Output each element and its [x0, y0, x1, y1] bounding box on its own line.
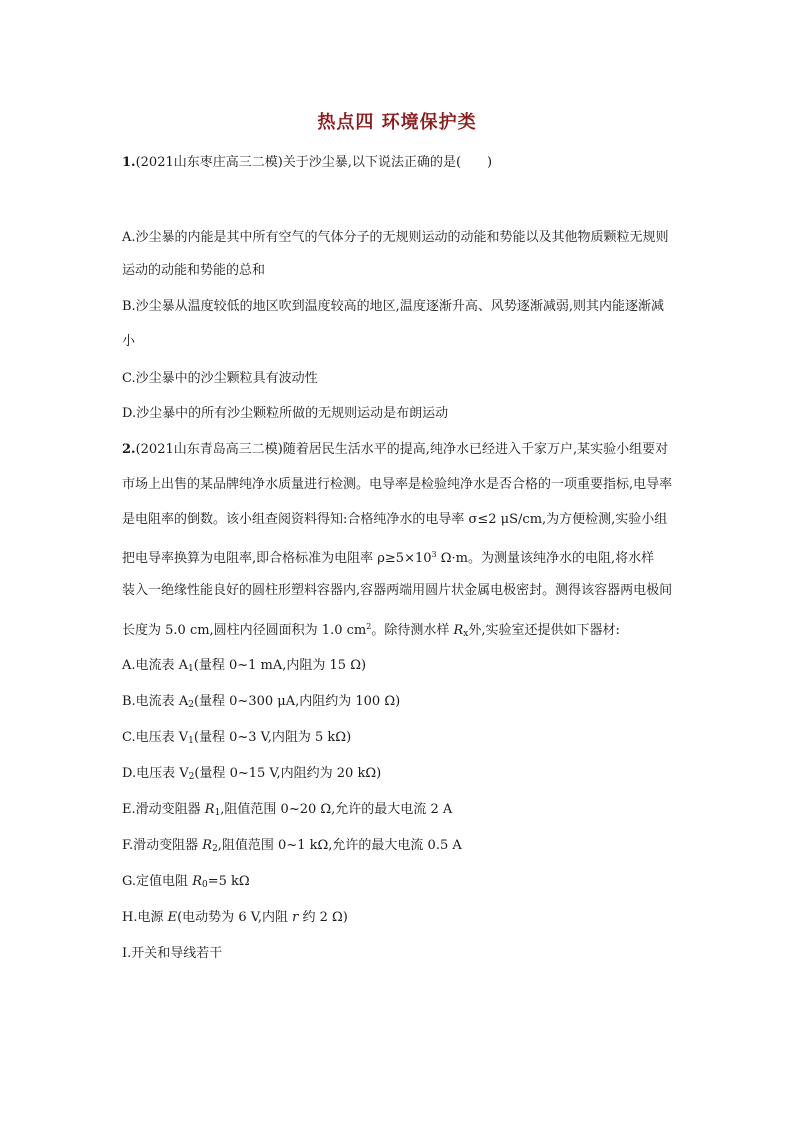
q2-item-e-post: ,阻值范围 0~20 Ω,允许的最大电流 2 A [220, 802, 453, 817]
q2-number: 2. [122, 442, 136, 457]
q2-item-c-post: (量程 0~3 V,内阻为 5 kΩ) [193, 730, 352, 745]
q2-item-b-pre: B.电流表 A [122, 694, 189, 709]
q2-item-f-sub: 2 [212, 844, 218, 854]
q2-item-b-sub: 2 [188, 700, 194, 710]
q2-item-c-pre: C.电压表 V [122, 730, 189, 745]
q2-item-a-post: (量程 0~1 mA,内阻为 15 Ω) [193, 658, 367, 673]
q1-option-c: C.沙尘暴中的沙尘颗粒具有波动性 [122, 371, 318, 386]
q2-line6-var: R [453, 623, 464, 638]
q2-item-d-sub: 2 [188, 772, 195, 782]
page-title: 热点四 环境保护类 [317, 112, 477, 133]
q2-item-a [122, 657, 366, 678]
q1-number: 1. [122, 155, 136, 170]
q2-item-e [122, 801, 452, 822]
q2-item-f-var: R [202, 838, 213, 853]
q2-item-h-post: 约 2 Ω) [298, 910, 348, 925]
q2-item-i: I.开关和导线若干 [122, 946, 223, 961]
q2-item-e-var: R [204, 802, 215, 817]
q2-item-g-sub: 0 [201, 880, 208, 890]
q1-stem-text: (2021山东枣庄高三二模)关于沙尘暴,以下说法正确的是( ) [135, 155, 493, 170]
q2-item-h-mid: (电动势为 6 V,内阻 [177, 910, 293, 925]
q2-item-e-pre: E.滑动变阻器 [122, 802, 205, 817]
q2-line4-part1: 把电导率换算为电阻率,即合格标准为电阻率 ρ≥5×10 [122, 551, 432, 566]
q2-item-a-sub: 1 [188, 664, 194, 674]
q2-line4-part2: Ω·m。为测量该纯净水的电阻,将水样 [436, 551, 655, 566]
q1-option-b-line2: 小 [122, 334, 136, 349]
q2-item-b-post: (量程 0~300 μA,内阻约为 100 Ω) [193, 694, 401, 709]
q1-option-a-line2: 运动的动能和势能的总和 [122, 263, 266, 278]
q2-item-d-pre: D.电压表 V [122, 766, 189, 781]
q1-stem [122, 154, 492, 172]
q1-option-b-line1: B.沙尘暴从温度较低的地区吹到温度较高的地区,温度逐渐升高、风势逐渐减弱,则其内能逐渐减 [122, 299, 664, 314]
q2-item-h-pre: H.电源 [122, 910, 168, 925]
q2-item-f-pre: F.滑动变阻器 [122, 838, 203, 853]
q2-line6-var-sub: x [463, 629, 469, 639]
q2-item-a-pre: A.电流表 A [122, 658, 189, 673]
q1-option-d: D.沙尘暴中的所有沙尘颗粒所做的无规则运动是布朗运动 [122, 406, 449, 421]
q2-line4 [122, 546, 654, 568]
q2-item-f [122, 837, 462, 858]
q2-item-g-var: R [192, 874, 202, 889]
q2-item-h [122, 909, 348, 927]
q2-item-d-post: (量程 0~15 V,内阻约为 20 kΩ) [194, 766, 382, 781]
q2-line6-sup: 2 [366, 622, 372, 631]
q1-option-a-line1: A.沙尘暴的内能是其中所有空气的气体分子的无规则运动的动能和势能以及其他物质颗粒无规则 [122, 230, 669, 245]
q2-line4-sup: 3 [431, 550, 437, 559]
q2-item-g-pre: G.定值电阻 [122, 874, 193, 889]
q2-line5: 装入一绝缘性能良好的圆柱形塑料容器内,容器两端用圆片状金属电极密封。测得该容器两电极间 [122, 583, 673, 598]
q2-line1 [122, 441, 668, 459]
q2-item-c [122, 729, 351, 750]
q2-item-e-sub: 1 [214, 808, 221, 818]
q2-item-f-post: ,阻值范围 0~1 kΩ,允许的最大电流 0.5 A [217, 838, 462, 853]
q2-line2: 市场上出售的某品牌纯净水质量进行检测。电导率是检验纯净水是否合格的一项重要指标,电导率 [122, 477, 673, 492]
q2-item-d [122, 765, 381, 786]
q2-line6-part2: 。除待测水样 [371, 623, 454, 638]
q2-item-h-var: E [167, 910, 178, 925]
q2-line6-part1: 长度为 5.0 cm,圆柱内径圆面积为 1.0 cm [122, 623, 367, 638]
q2-line1-text: (2021山东青岛高三二模)随着居民生活水平的提高,纯净水已经进入千家万户,某实验小组要对 [135, 442, 669, 457]
q2-item-g [122, 873, 250, 894]
q2-line6-part3: 外,实验室还提供如下器材: [468, 623, 620, 638]
q2-line6 [122, 618, 620, 643]
q2-line3: 是电阻率的倒数。该小组查阅资料得知:合格纯净水的电导率 σ≤2 μS/cm,为方便检测,实验小组 [122, 512, 668, 527]
q2-item-g-post: =5 kΩ [207, 874, 250, 889]
q2-item-c-sub: 1 [188, 736, 194, 746]
q2-item-b [122, 693, 400, 714]
q2-item-h-var2: r [292, 910, 299, 925]
